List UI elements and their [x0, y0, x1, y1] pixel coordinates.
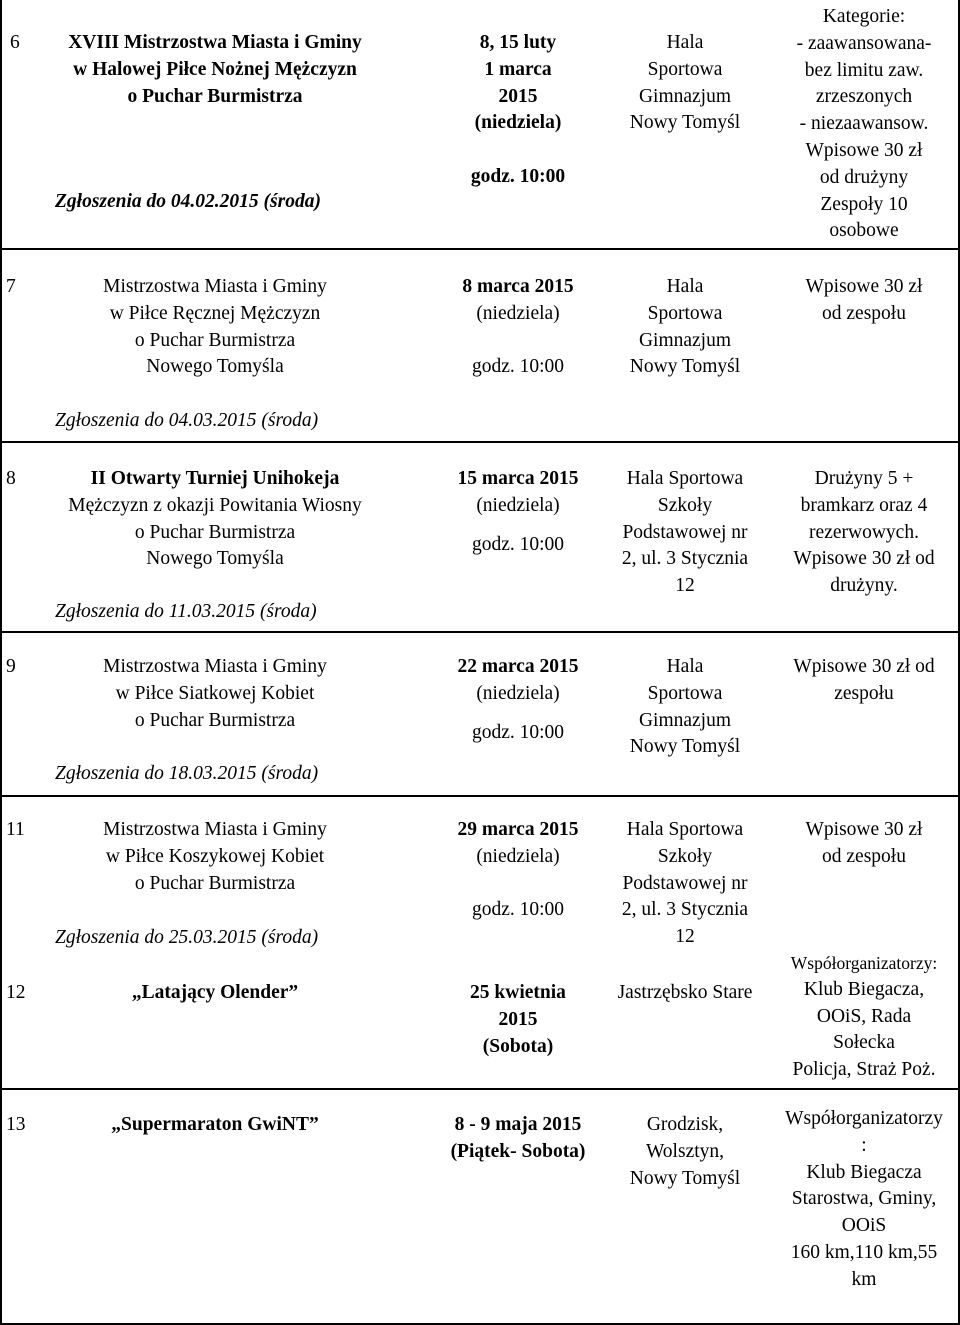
event-name: „Latający Olender”	[131, 982, 299, 1003]
event-name: Mistrzostwa Miasta i Gminy w Piłce Koszykowej Kobiet o Puchar Burmistrza	[103, 819, 327, 894]
event-date: 8 - 9 maja 2015 (Piątek- Sobota)	[450, 1114, 586, 1162]
row-divider	[0, 795, 960, 797]
row-divider	[0, 248, 960, 250]
event-info: Wpisowe 30 zł od zespołu	[793, 656, 935, 704]
row-divider	[0, 1088, 960, 1090]
event-place: Hala Sportowa Szkoły Podstawowej nr 2, ul. 3 Stycznia 12	[621, 819, 749, 948]
row-number: 9	[6, 656, 16, 677]
event-date: 8, 15 luty 1 marca 2015 (niedziela) godz. 10:00	[470, 32, 566, 187]
event-name: II Otwarty Turniej Unihokeja Mężczyzn z okazji Powitania Wiosny o Puchar Burmistrza Nowego Tomyśla	[68, 468, 362, 570]
registration-deadline: Zgłoszenia do 25.03.2015 (środa)	[55, 927, 319, 948]
row-number: 7	[6, 276, 16, 297]
event-name: Mistrzostwa Miasta i Gminy w Piłce Siatkowej Kobiet o Puchar Burmistrza	[103, 656, 327, 731]
event-place: Hala Sportowa Gimnazjum Nowy Tomyśl	[629, 32, 741, 134]
row-divider	[0, 631, 960, 633]
registration-deadline: Zgłoszenia do 04.03.2015 (środa)	[55, 410, 319, 431]
event-date: 15 marca 2015 (niedziela) godz. 10:00	[457, 468, 579, 555]
event-place: Jastrzębsko Stare	[617, 982, 753, 1003]
row-number: 11	[6, 819, 25, 840]
row-number: 6	[10, 32, 20, 53]
event-info: Kategorie: - zaawansowana- bez limitu zaw. zrzeszonych - niezaawansow. Wpisowe 30 zł od drużyny Zespoły 10 osobowe	[796, 6, 932, 242]
event-info: Wpisowe 30 zł od zespołu	[805, 276, 923, 324]
event-place: Grodzisk, Wolsztyn, Nowy Tomyśl	[629, 1114, 741, 1189]
event-date: 8 marca 2015 (niedziela) godz. 10:00	[462, 276, 574, 378]
event-name: Mistrzostwa Miasta i Gminy w Piłce Ręcznej Mężczyzn o Puchar Burmistrza Nowego Tomyśla	[103, 276, 327, 378]
event-date: 25 kwietnia 2015 (Sobota)	[470, 982, 566, 1057]
event-info: Współorganizatorzy : Klub Biegacza Starostwa, Gminy, OOiS 160 km,110 km,55 km	[785, 1108, 943, 1290]
registration-deadline: Zgłoszenia do 04.02.2015 (środa)	[55, 191, 321, 212]
row-number: 8	[6, 468, 16, 489]
event-place: Hala Sportowa Gimnazjum Nowy Tomyśl	[629, 276, 741, 378]
registration-deadline: Zgłoszenia do 18.03.2015 (środa)	[55, 763, 319, 784]
event-info: Drużyny 5 + bramkarz oraz 4 rezerwowych. Wpisowe 30 zł od drużyny.	[793, 468, 935, 597]
event-info: Współorganizatorzy: Klub Biegacza, OOiS, Rada Sołecka Policja, Straż Poż.	[790, 953, 938, 1081]
event-name: XVIII Mistrzostwa Miasta i Gminy w Halowej Piłce Nożnej Mężczyzn o Puchar Burmistrza	[68, 32, 362, 107]
event-name: „Supermaraton GwiNT”	[111, 1114, 319, 1135]
event-place: Hala Sportowa Szkoły Podstawowej nr 2, ul. 3 Stycznia 12	[621, 468, 749, 597]
event-date: 22 marca 2015 (niedziela) godz. 10:00	[457, 656, 579, 743]
registration-deadline: Zgłoszenia do 11.03.2015 (środa)	[55, 601, 317, 622]
event-info: Wpisowe 30 zł od zespołu	[805, 819, 923, 867]
event-place: Hala Sportowa Gimnazjum Nowy Tomyśl	[629, 656, 741, 758]
row-number: 12	[6, 982, 26, 1003]
row-divider	[0, 441, 960, 443]
row-number: 13	[6, 1114, 26, 1135]
event-date: 29 marca 2015 (niedziela) godz. 10:00	[457, 819, 579, 920]
